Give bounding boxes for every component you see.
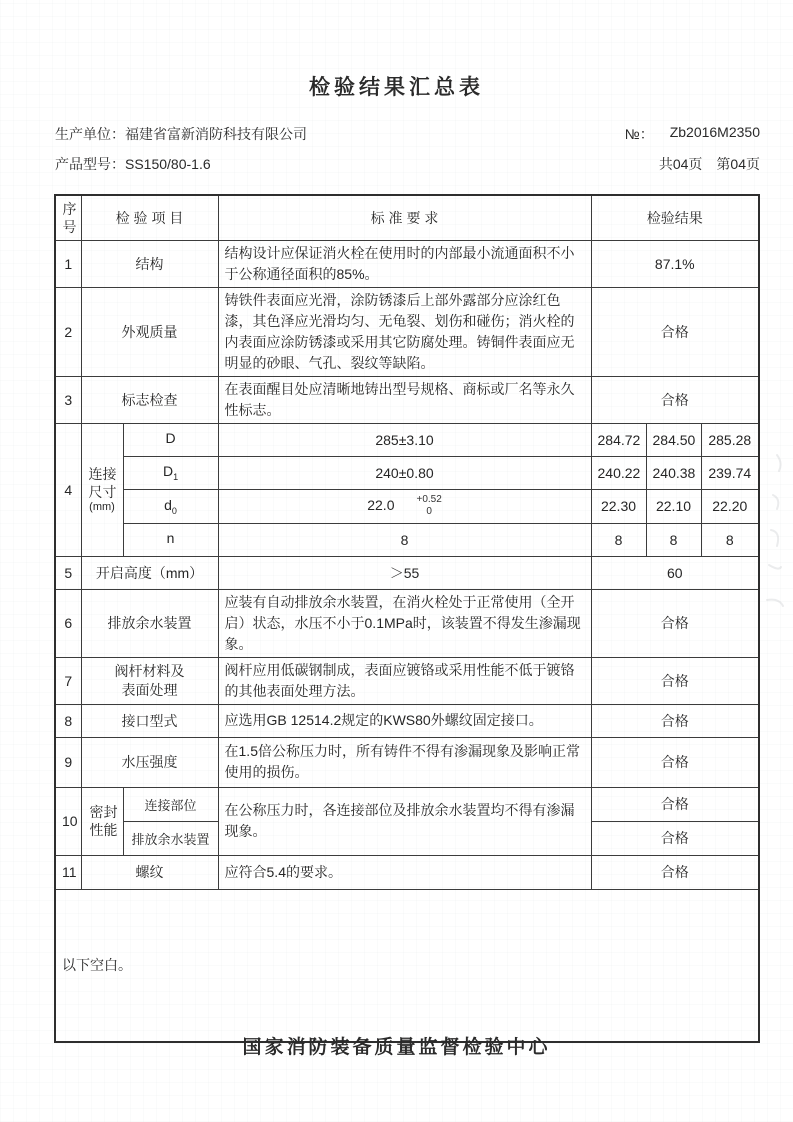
d0-tolerance: +0.52 0 [416, 493, 442, 517]
row4-result-d0-1: 22.30 [591, 489, 646, 523]
row4-standard-n: 8 [218, 523, 591, 556]
row4-standard-d0 [218, 489, 591, 523]
row6-item: 排放余水装置 [81, 589, 218, 657]
row5-seq: 5 [55, 556, 81, 589]
col-header-standard: 标 准 要 求 [218, 195, 591, 240]
col-header-seq: 序号 [55, 195, 81, 240]
row4-result-D1-1: 240.22 [591, 456, 646, 489]
row4-seq: 4 [55, 423, 81, 556]
meta-line-producer [55, 124, 760, 144]
row7-item: 阀杆材料及表面处理 [81, 657, 218, 704]
row1-standard: 结构设计应保证消火栓在使用时的内部最小流通面积不小于公称通径面积的85%。 [218, 240, 591, 287]
row6-result: 合格 [591, 589, 759, 657]
row3-seq: 3 [55, 376, 81, 423]
row8-seq: 8 [55, 704, 81, 737]
table-row [55, 376, 759, 423]
row7-standard: 阀杆应用低碳钢制成，表面应镀铬或采用性能不低于镀铬的其他表面处理方法。 [218, 657, 591, 704]
table-row [55, 423, 759, 456]
row10-result1: 合格 [591, 787, 759, 821]
table-row [55, 489, 759, 523]
row7-seq: 7 [55, 657, 81, 704]
row5-standard: ＞55 [218, 556, 591, 589]
table-row [55, 589, 759, 657]
row4-param-n: n [123, 523, 218, 556]
row5-item: 开启高度（mm） [81, 556, 218, 589]
row4-result-n-2: 8 [646, 523, 701, 556]
row10-group-label: 密封性能 [81, 787, 123, 855]
producer-label: 生产单位： [55, 126, 125, 142]
row9-standard: 在1.5倍公称压力时，所有铸件不得有渗漏现象及影响正常使用的损伤。 [218, 737, 591, 787]
scan-bleedthrough-artifact [763, 435, 789, 645]
pages-total: 共04页 [658, 156, 703, 172]
row8-result: 合格 [591, 704, 759, 737]
row1-seq: 1 [55, 240, 81, 287]
row4-result-D-1: 284.72 [591, 423, 646, 456]
meta-line-model [55, 154, 760, 174]
row6-standard: 应装有自动排放余水装置，在消火栓处于正常使用（全开启）状态，水压不小于0.1MPa时，该装置不得发生渗漏现象。 [218, 589, 591, 657]
row6-seq: 6 [55, 589, 81, 657]
row4-result-D-2: 284.50 [646, 423, 701, 456]
row4-param-D: D [123, 423, 218, 456]
table-row [55, 523, 759, 556]
col-header-result: 检验结果 [591, 195, 759, 240]
page-count-field [659, 154, 760, 174]
row4-group-text: 连接尺寸 [88, 465, 117, 500]
row4-result-n-3: 8 [701, 523, 759, 556]
row10-standard: 在公称压力时，各连接部位及排放余水装置均不得有渗漏现象。 [218, 787, 591, 855]
row3-standard: 在表面醒目处应清晰地铸出型号规格、商标或厂名等永久性标志。 [218, 376, 591, 423]
row9-item: 水压强度 [81, 737, 218, 787]
row4-result-D-3: 285.28 [701, 423, 759, 456]
table-row [55, 855, 759, 889]
row11-seq: 11 [55, 855, 81, 889]
row10-sub1: 连接部位 [123, 787, 218, 821]
row4-standard-D: 285±3.10 [218, 423, 591, 456]
table-row [55, 704, 759, 737]
model-label: 产品型号： [55, 156, 125, 172]
report-number-field [625, 124, 760, 144]
table-header-row [55, 195, 759, 240]
table-row [55, 287, 759, 376]
model-field [55, 154, 211, 174]
blank-note: 以下空白。 [55, 889, 759, 1042]
model-value: SS150/80-1.6 [125, 156, 211, 172]
row11-item: 螺纹 [81, 855, 218, 889]
col-header-item: 检 验 项 目 [81, 195, 218, 240]
page-title: 检验结果汇总表 [309, 76, 484, 99]
row4-result-D1-2: 240.38 [646, 456, 701, 489]
row4-result-D1-3: 239.74 [701, 456, 759, 489]
row5-result: 60 [591, 556, 759, 589]
row3-result: 合格 [591, 376, 759, 423]
row2-result: 合格 [591, 287, 759, 376]
row2-standard: 铸铁件表面应光滑，涂防锈漆后上部外露部分应涂红色漆，其色泽应光滑均匀、无龟裂、划伤和碰伤；消火栓的内表面应涂防锈漆或采用其它防腐处理。铸铜件表面应无明显的砂眼、气孔、裂纹等缺陷。 [218, 287, 591, 376]
table-row [55, 456, 759, 489]
report-number-label: №： [624, 126, 654, 142]
row2-seq: 2 [55, 287, 81, 376]
inspection-results-table [54, 194, 760, 1043]
row4-group-label [81, 423, 123, 556]
row2-item: 外观质量 [81, 287, 218, 376]
report-number-value: Zb2016M2350 [669, 124, 760, 140]
row3-item: 标志检查 [81, 376, 218, 423]
d0-base-value: 22.0 [367, 496, 395, 513]
issuing-authority-footer: 国家消防装备质量监督检验中心 [242, 1037, 551, 1058]
table-row [55, 787, 759, 821]
row8-item: 接口型式 [81, 704, 218, 737]
row4-param-D1: $D_1$ [123, 456, 218, 489]
row10-sub2: 排放余水装置 [123, 821, 218, 855]
table-row [55, 556, 759, 589]
row4-result-d0-3: 22.20 [701, 489, 759, 523]
row9-seq: 9 [55, 737, 81, 787]
table-row [55, 240, 759, 287]
row1-result: 87.1% [591, 240, 759, 287]
row8-standard: 应选用GB 12514.2规定的KWS80外螺纹固定接口。 [218, 704, 591, 737]
row11-result: 合格 [591, 855, 759, 889]
row4-result-d0-2: 22.10 [646, 489, 701, 523]
page-current: 第04页 [716, 156, 760, 172]
row10-result2: 合格 [591, 821, 759, 855]
producer-field [55, 124, 307, 144]
row4-param-d0: $d_0$ [123, 489, 218, 523]
row10-seq: 10 [55, 787, 81, 855]
table-row-blank [55, 889, 759, 1042]
table-row [55, 657, 759, 704]
row11-standard: 应符合5.4的要求。 [218, 855, 591, 889]
row4-standard-D1: 240±0.80 [218, 456, 591, 489]
row1-item: 结构 [81, 240, 218, 287]
row4-group-unit: (mm) [89, 501, 115, 514]
table-row [55, 737, 759, 787]
row7-result: 合格 [591, 657, 759, 704]
producer-value: 福建省富新消防科技有限公司 [125, 126, 307, 142]
row9-result: 合格 [591, 737, 759, 787]
row4-result-n-1: 8 [591, 523, 646, 556]
